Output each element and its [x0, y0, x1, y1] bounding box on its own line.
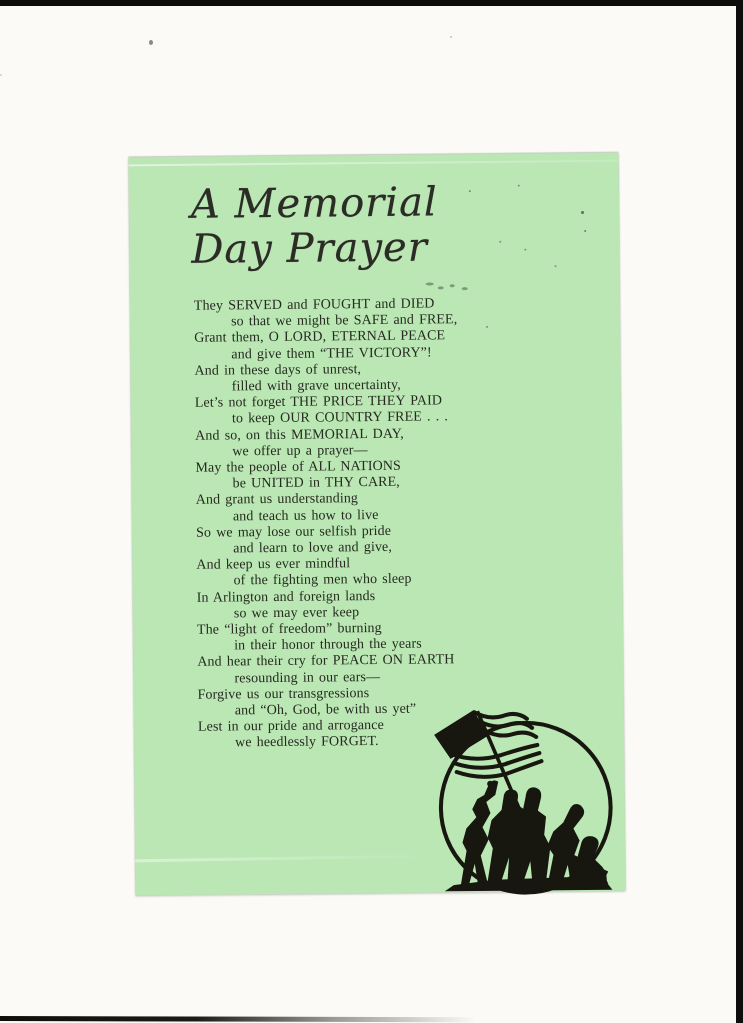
scan-speck [584, 230, 586, 232]
poem-line: and learn to love and give, [233, 539, 393, 557]
poem-line: Grant them, O LORD, ETERNAL PEACE [194, 328, 446, 347]
scanner-edge-bottom [0, 1016, 560, 1022]
scan-speck [426, 282, 434, 285]
poem-line: And keep us ever mindful [196, 556, 351, 573]
poem-line: be UNITED in THY CARE, [232, 475, 400, 492]
poem-line: we heedlessly FORGET. [235, 734, 379, 751]
page-title-line2: Day Prayer [191, 224, 429, 273]
poem-line: May the people of ALL NATIONS [195, 458, 401, 476]
poem-line: to keep OUR COUNTRY FREE . . . [231, 409, 449, 427]
poem-line: in their honor through the years [234, 636, 422, 654]
poem-line: In Arlington and foreign lands [196, 588, 376, 606]
poem-line: and teach us how to live [232, 507, 379, 525]
iwo-jima-flag-raising-image [421, 694, 625, 898]
scan-speck [149, 40, 153, 45]
poem-line: And grant us understanding [195, 491, 359, 509]
poem-line: filled with grave uncertainty, [231, 377, 401, 395]
scan-speck [450, 36, 452, 38]
poem-line: Lest in our pride and arrogance [197, 718, 384, 736]
poem-line: They SERVED and FOUGHT and DIED [193, 296, 435, 314]
poem-line: resounding in our ears— [234, 669, 381, 687]
poem-line: we offer up a prayer— [232, 442, 368, 460]
green-flyer-paper [128, 153, 625, 896]
poem-line: and give them “THE VICTORY”! [231, 345, 432, 362]
poem-line: so that we might be SAFE and FREE, [230, 312, 458, 330]
scan-speck [438, 286, 444, 289]
poem-line: Let’s not forget THE PRICE THEY PAID [194, 393, 443, 411]
scan-speck [462, 287, 468, 290]
prayer-poem [194, 295, 598, 753]
scan-speck [518, 185, 520, 187]
poem-line: Forgive us our transgressions [197, 685, 370, 703]
poem-line: of the fighting men who sleep [233, 572, 412, 589]
scanner-edge-right [736, 0, 743, 1023]
poem-line: And so, on this MEMORIAL DAY, [195, 426, 404, 444]
poem-line: and “Oh, God, be with us yet” [234, 701, 417, 719]
scan-speck [499, 241, 501, 243]
scanner-edge-top [0, 0, 743, 6]
scan-speck [0, 74, 2, 76]
scan-speck [450, 284, 455, 287]
poem-line: And hear their cry for PEACE ON EARTH [197, 652, 455, 671]
page-title-line1: A Memorial [190, 179, 438, 228]
poem-line: So we may lose our selfish pride [196, 523, 392, 541]
poem-line: The “light of freedom” burning [196, 621, 382, 638]
scan-speck [581, 211, 584, 214]
page-title [191, 180, 439, 272]
poem-line: And in these days of unrest, [194, 361, 362, 379]
soldiers-silhouette [444, 779, 613, 891]
scan-speck [524, 249, 526, 251]
scan-speck [555, 265, 557, 267]
poem-line: so we may ever keep [233, 605, 360, 622]
scan-speck [469, 190, 471, 192]
